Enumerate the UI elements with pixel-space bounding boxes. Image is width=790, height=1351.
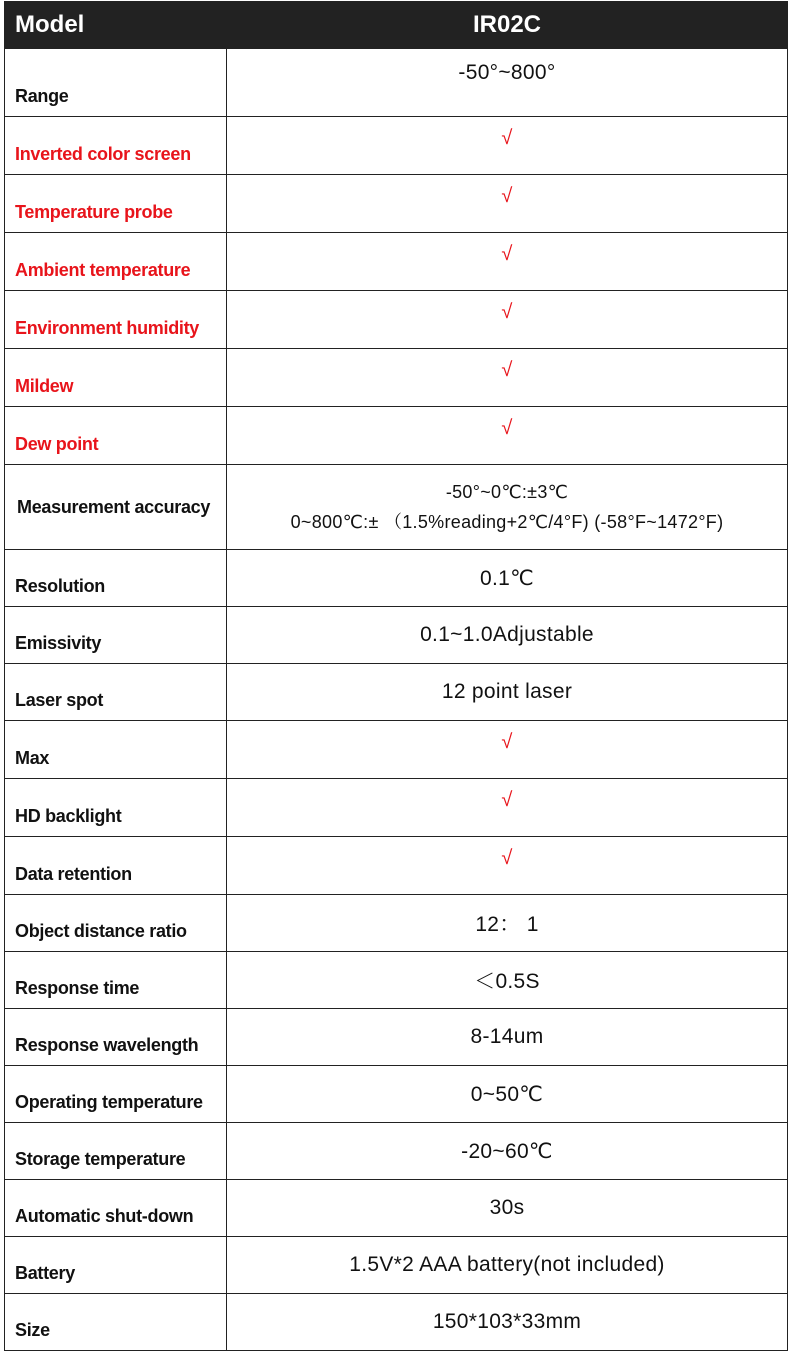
row-label: Mildew (5, 349, 227, 407)
row-value: 0.1~1.0Adjustable (227, 607, 788, 664)
table-row-mildew (5, 349, 788, 407)
accuracy-line-1: -50°~0℃:±3℃ (445, 482, 569, 502)
row-value: 0~50℃ (227, 1066, 788, 1123)
table-row-size (5, 1294, 788, 1351)
row-label: Max (5, 721, 227, 779)
row-label: Data retention (5, 837, 227, 895)
model-header-value: IR02C (227, 2, 788, 49)
table-row-max (5, 721, 788, 779)
check-mark-icon: √ (227, 291, 788, 349)
row-label: Automatic shut-down (5, 1180, 227, 1237)
spec-table (4, 1, 788, 1351)
row-value: 30s (227, 1180, 788, 1237)
row-label: Resolution (5, 550, 227, 607)
row-label: Storage temperature (5, 1123, 227, 1180)
table-row-storage-temperature (5, 1123, 788, 1180)
row-label: Object distance ratio (5, 895, 227, 952)
table-row-range (5, 49, 788, 117)
table-row-dew-point (5, 407, 788, 465)
row-value: ＜0.5S (227, 952, 788, 1009)
row-label: Response time (5, 952, 227, 1009)
table-row-ambient-temperature (5, 233, 788, 291)
row-label: Size (5, 1294, 227, 1351)
table-row-response-wavelength (5, 1009, 788, 1066)
row-label: Environment humidity (5, 291, 227, 349)
row-value: 12 point laser (227, 664, 788, 721)
row-label: Dew point (5, 407, 227, 465)
table-row-inverted-color-screen (5, 117, 788, 175)
row-value: 8-14um (227, 1009, 788, 1066)
row-label: Temperature probe (5, 175, 227, 233)
row-label: Battery (5, 1237, 227, 1294)
table-row-measurement-accuracy (5, 465, 788, 550)
table-row-resolution (5, 550, 788, 607)
row-label: Range (5, 49, 227, 117)
check-mark-icon: √ (227, 721, 788, 779)
row-label: Measurement accuracy (5, 465, 227, 550)
table-row-environment-humidity (5, 291, 788, 349)
table-row-object-distance-ratio (5, 895, 788, 952)
model-header-label: Model (5, 2, 227, 49)
table-row-automatic-shut-down (5, 1180, 788, 1237)
check-mark-icon: √ (227, 837, 788, 895)
check-mark-icon: √ (227, 233, 788, 291)
check-mark-icon: √ (227, 117, 788, 175)
check-mark-icon: √ (227, 779, 788, 837)
row-value (227, 465, 788, 550)
table-row-laser-spot (5, 664, 788, 721)
table-row-hd-backlight (5, 779, 788, 837)
row-value: 0.1℃ (227, 550, 788, 607)
row-value: -50°~800° (227, 49, 788, 117)
row-label: Emissivity (5, 607, 227, 664)
row-value: 12： 1 (227, 895, 788, 952)
accuracy-line-2: 0~800℃:± （1.5%reading+2℃/4°F) (-58°F~1472°F) (290, 512, 724, 532)
row-value: -20~60℃ (227, 1123, 788, 1180)
row-value: 1.5V*2 AAA battery(not included) (227, 1237, 788, 1294)
table-header-row (5, 2, 788, 49)
table-row-operating-temperature (5, 1066, 788, 1123)
check-mark-icon: √ (227, 175, 788, 233)
row-label: Laser spot (5, 664, 227, 721)
row-label: Ambient temperature (5, 233, 227, 291)
row-label: Inverted color screen (5, 117, 227, 175)
table-row-temperature-probe (5, 175, 788, 233)
check-mark-icon: √ (227, 349, 788, 407)
table-row-battery (5, 1237, 788, 1294)
table-row-data-retention (5, 837, 788, 895)
row-label: HD backlight (5, 779, 227, 837)
row-label: Response wavelength (5, 1009, 227, 1066)
row-value: 150*103*33mm (227, 1294, 788, 1351)
table-row-emissivity (5, 607, 788, 664)
check-mark-icon: √ (227, 407, 788, 465)
table-row-response-time (5, 952, 788, 1009)
row-label: Operating temperature (5, 1066, 227, 1123)
